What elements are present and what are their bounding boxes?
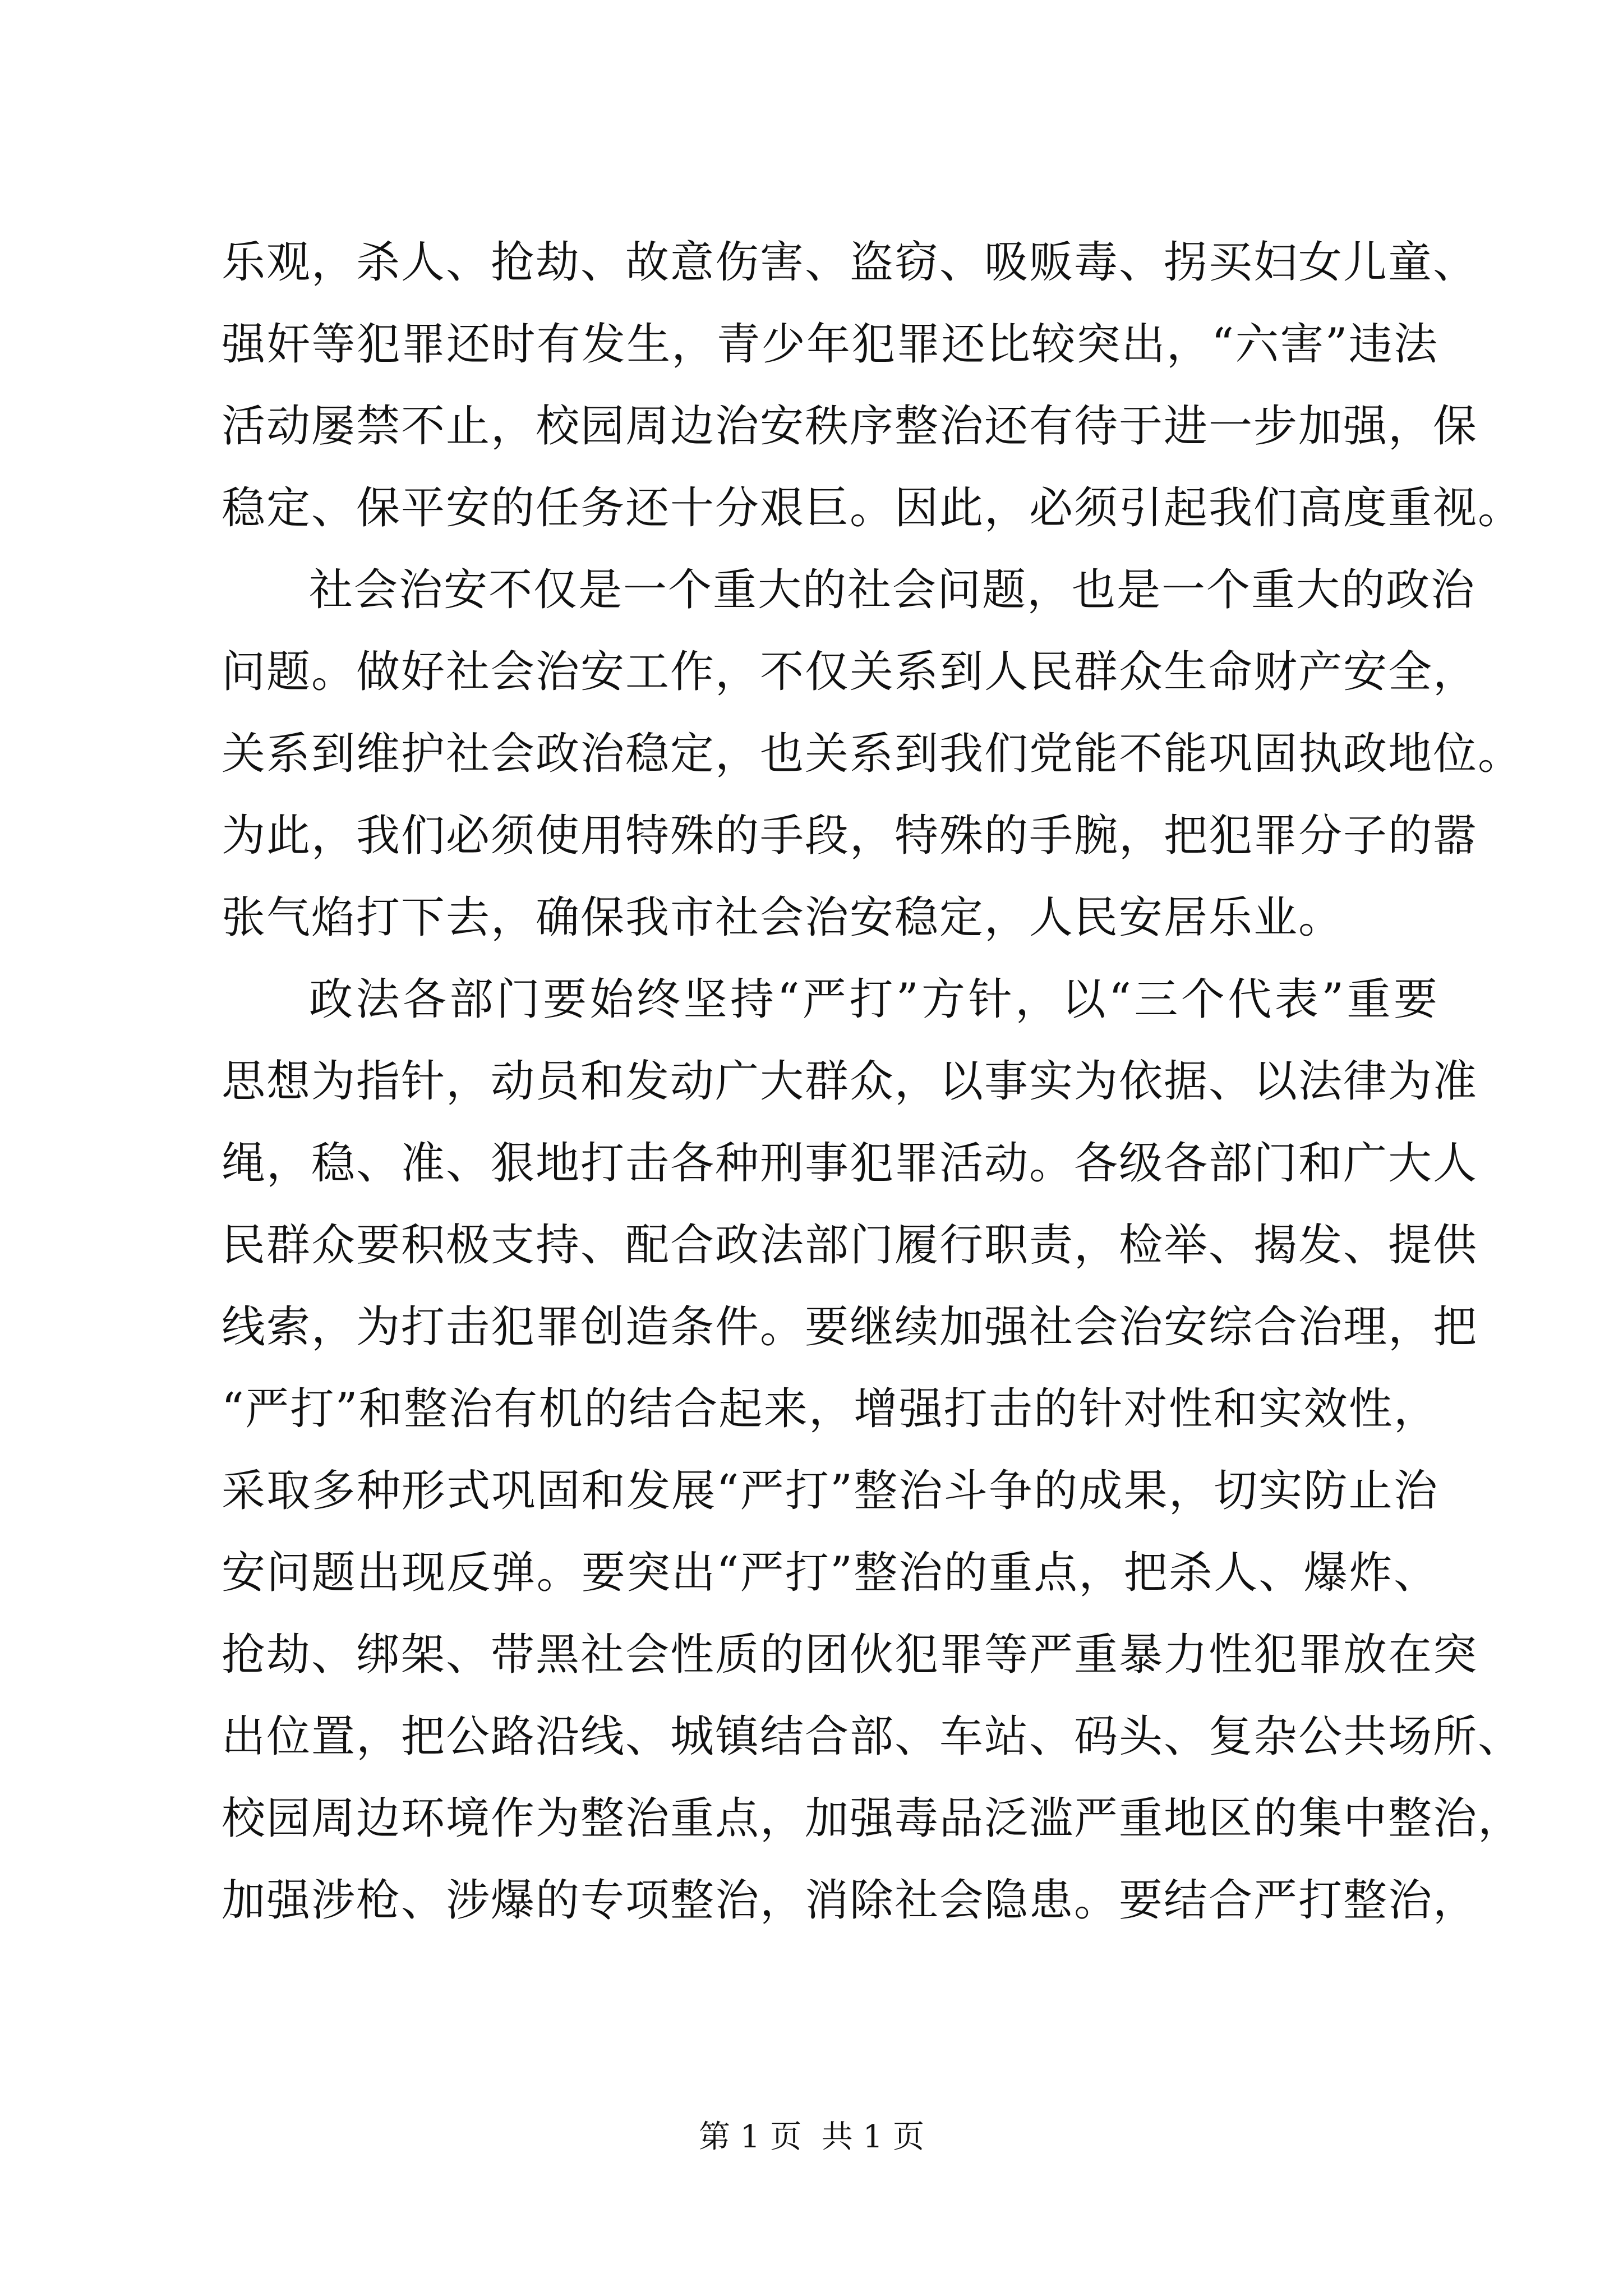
text-line: 加强涉枪、涉爆的专项整治，消除社会隐患。要结合严打整治， [222,1875,1478,1926]
text-line: 安问题出现反弹。要突出“严打”整治的重点，把杀人、爆炸、 [222,1548,1438,1598]
text-line: 思想为指针，动员和发动广大群众，以事实为依据、以法律为准 [222,1056,1478,1107]
page-footer [0,2115,1623,2160]
text-line: 民群众要积极支持、配合政法部门履行职责，检举、揭发、提供 [222,1220,1478,1271]
text-line: “严打”和整治有机的结合起来，增强打击的针对性和实效性， [222,1384,1438,1434]
text-line: 政法各部门要始终坚持“严打”方针，以“三个代表”重要 [309,974,1438,1025]
body-text [222,222,1523,1941]
text-line: 抢劫、绑架、带黑社会性质的团伙犯罪等严重暴力性犯罪放在突 [222,1630,1478,1680]
text-line: 活动屡禁不止，校园周边治安秩序整治还有待于进一步加强，保 [222,401,1478,452]
text-line: 关系到维护社会政治稳定，也关系到我们党能不能巩固执政地位。 [222,729,1523,779]
text-line: 强奸等犯罪还时有发生，青少年犯罪还比较突出，“六害”违法 [222,319,1438,370]
text-line: 为此，我们必须使用特殊的手段，特殊的手腕，把犯罪分子的嚣 [222,811,1478,861]
text-line: 采取多种形式巩固和发展“严打”整治斗争的成果，切实防止治 [222,1466,1438,1516]
page-number: 第 1 页 共 1 页 [698,2119,925,2155]
text-line: 绳，稳、准、狠地打击各种刑事犯罪活动。各级各部门和广大人 [222,1138,1478,1189]
text-line: 乐观，杀人、抢劫、故意伤害、盗窃、吸贩毒、拐买妇女儿童、 [222,237,1478,288]
text-line: 张气焰打下去，确保我市社会治安稳定，人民安居乐业。 [222,892,1344,943]
text-line: 稳定、保平安的任务还十分艰巨。因此，必须引起我们高度重视。 [222,483,1523,533]
text-line: 线索，为打击犯罪创造条件。要继续加强社会治安综合治理，把 [222,1302,1478,1352]
text-line: 问题。做好社会治安工作，不仅关系到人民群众生命财产安全， [222,647,1478,697]
text-line: 校园周边环境作为整治重点，加强毒品泛滥严重地区的集中整治， [222,1793,1523,1844]
text-line: 社会治安不仅是一个重大的社会问题，也是一个重大的政治 [309,565,1476,615]
text-line: 出位置，把公路沿线、城镇结合部、车站、码头、复杂公共场所、 [222,1711,1523,1762]
